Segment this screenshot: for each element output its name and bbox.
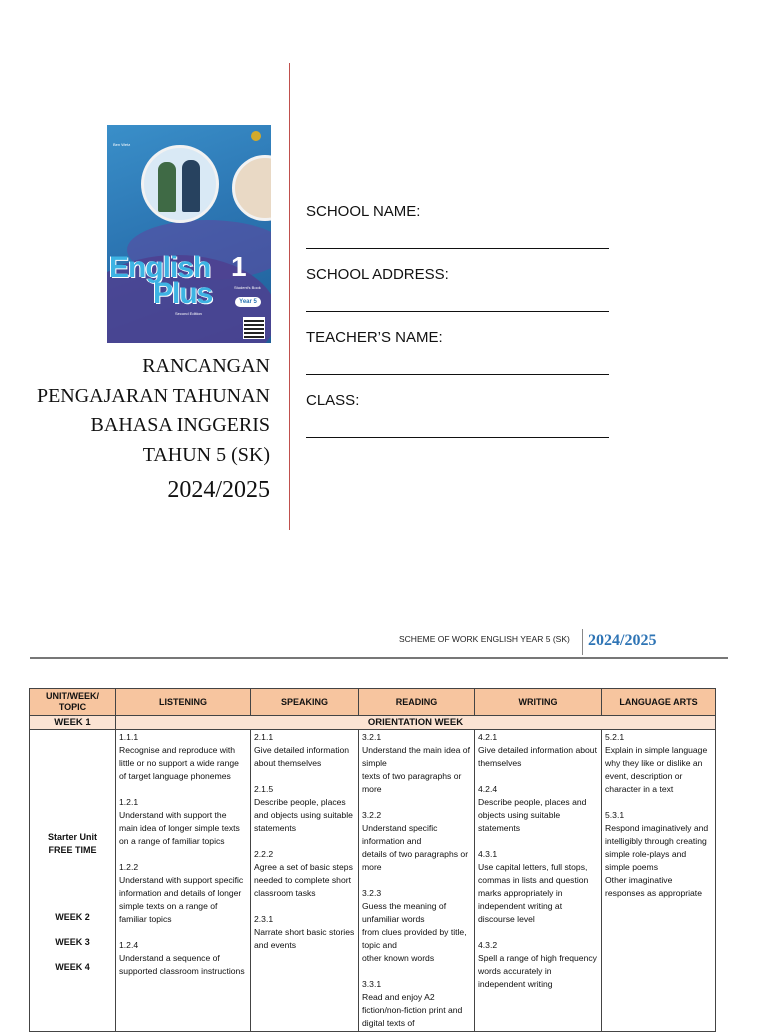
column-header-unit: UNIT/WEEK/ TOPIC (30, 689, 116, 716)
cover-title-english: English (109, 251, 211, 284)
column-header-listening: LISTENING (116, 689, 251, 716)
teacher-name-field[interactable] (306, 356, 609, 375)
unit-week-4: WEEK 4 (55, 962, 90, 972)
cover-badge-label: Student's Book (234, 285, 261, 290)
language-arts-standard: 5.3.1 Respond imaginatively and intelligibly through creating simple role-plays and simple poems Other imaginative responses as appropriate (605, 810, 709, 898)
school-name-field[interactable] (306, 230, 609, 249)
header-rule (30, 657, 728, 659)
qr-code-icon (243, 317, 265, 339)
scheme-header-year: 2024/2025 (588, 632, 657, 649)
unit-week-2: WEEK 2 (55, 912, 90, 922)
speaking-cell (251, 730, 359, 1032)
orientation-week: ORIENTATION WEEK (116, 716, 716, 730)
reading-standard: 3.2.1 Understand the main idea of simple texts of two paragraphs or more (362, 732, 470, 794)
teacher-name-label: TEACHER’S NAME: (306, 329, 443, 346)
cover-photo-girl (232, 155, 271, 221)
scheme-of-work-table (29, 688, 716, 1032)
starter-unit-row (30, 730, 716, 1032)
listening-standard: 1.2.2 Understand with support specific information and details of longer simple texts on a range of familiar topics (119, 862, 244, 924)
writing-standard: 4.2.1 Give detailed information about themselves (478, 732, 597, 768)
title-line-1: RANCANGAN (142, 355, 270, 377)
language-arts-cell (602, 730, 716, 1032)
column-header-language-arts: LANGUAGE ARTS (602, 689, 716, 716)
speaking-standard: 2.3.1 Narrate short basic stories and events (254, 914, 355, 950)
cover-year-badge: Year 5 (235, 297, 261, 307)
header-divider (582, 629, 583, 655)
reading-standard: 3.3.1 Read and enjoy A2 fiction/non-fiction print and digital texts of (362, 979, 463, 1028)
class-label: CLASS: (306, 392, 360, 409)
listening-standard: 1.2.4 Understand a sequence of supported classroom instructions (119, 940, 245, 976)
title-year: 2024/2025 (167, 477, 270, 503)
cover-photo-children (141, 145, 219, 223)
unit-topic: FREE TIME (48, 845, 97, 855)
cover-edition: Second Edition (175, 311, 202, 316)
column-header-speaking: SPEAKING (251, 689, 359, 716)
school-address-field[interactable] (306, 293, 609, 312)
reading-cell (359, 730, 475, 1032)
title-line-4: TAHUN 5 (SK) (142, 443, 270, 466)
week1-label: WEEK 1 (30, 716, 116, 730)
reading-standard: 3.2.2 Understand specific information and details of two paragraphs or more (362, 810, 469, 872)
school-info-form (306, 200, 626, 452)
title-line-2: PENGAJARAN TAHUNAN (36, 384, 270, 407)
class-field[interactable] (306, 419, 609, 438)
unit-title: Starter Unit (47, 832, 97, 842)
document-title (20, 352, 270, 508)
writing-standard: 4.3.2 Spell a range of high frequency words accurately in independent writing (478, 940, 597, 989)
week1-row (30, 716, 716, 730)
school-address-label: SCHOOL ADDRESS: (306, 266, 449, 283)
unit-name (30, 831, 115, 857)
column-header-reading: READING (359, 689, 475, 716)
language-arts-standard: 5.2.1 Explain in simple language why they like or dislike an event, description or character in a text (605, 732, 708, 794)
unit-week-3: WEEK 3 (55, 937, 90, 947)
crest-icon (251, 131, 261, 141)
reading-standard: 3.2.3 Guess the meaning of unfamiliar words from clues provided by title, topic and other known words (362, 888, 467, 963)
speaking-standard: 2.1.1 Give detailed information about themselves (254, 732, 350, 768)
writing-cell (475, 730, 602, 1032)
title-line-3: BAHASA INGGERIS (90, 414, 270, 436)
book-cover-image (107, 125, 271, 343)
writing-standard: 4.3.1 Use capital letters, full stops, commas in lists and question marks appropriately in independent writing at discourse level (478, 849, 589, 924)
listening-cell (116, 730, 251, 1032)
cover-title-plus: Plus (153, 277, 213, 310)
school-name-label: SCHOOL NAME: (306, 203, 421, 220)
listening-standard: 1.1.1 Recognise and reproduce with little or no support a wide range of target language phonemes (119, 732, 239, 781)
cover-title-number: 1 (231, 251, 247, 282)
speaking-standard: 2.2.2 Agree a set of basic steps needed to complete short classroom tasks (254, 849, 353, 898)
unit-cell (30, 730, 116, 1032)
writing-standard: 4.2.4 Describe people, places and objects using suitable statements (478, 784, 587, 833)
cover-author: Ben Wetz (113, 142, 131, 147)
column-header-writing: WRITING (475, 689, 602, 716)
divider-line (289, 63, 290, 530)
scheme-header-label: SCHEME OF WORK ENGLISH YEAR 5 (SK) (399, 634, 570, 644)
listening-standard: 1.2.1 Understand with support the main idea of longer simple texts on a range of familiar topics (119, 797, 240, 846)
speaking-standard: 2.1.5 Describe people, places and objects using suitable statements (254, 784, 353, 833)
table-header-row (30, 689, 716, 716)
